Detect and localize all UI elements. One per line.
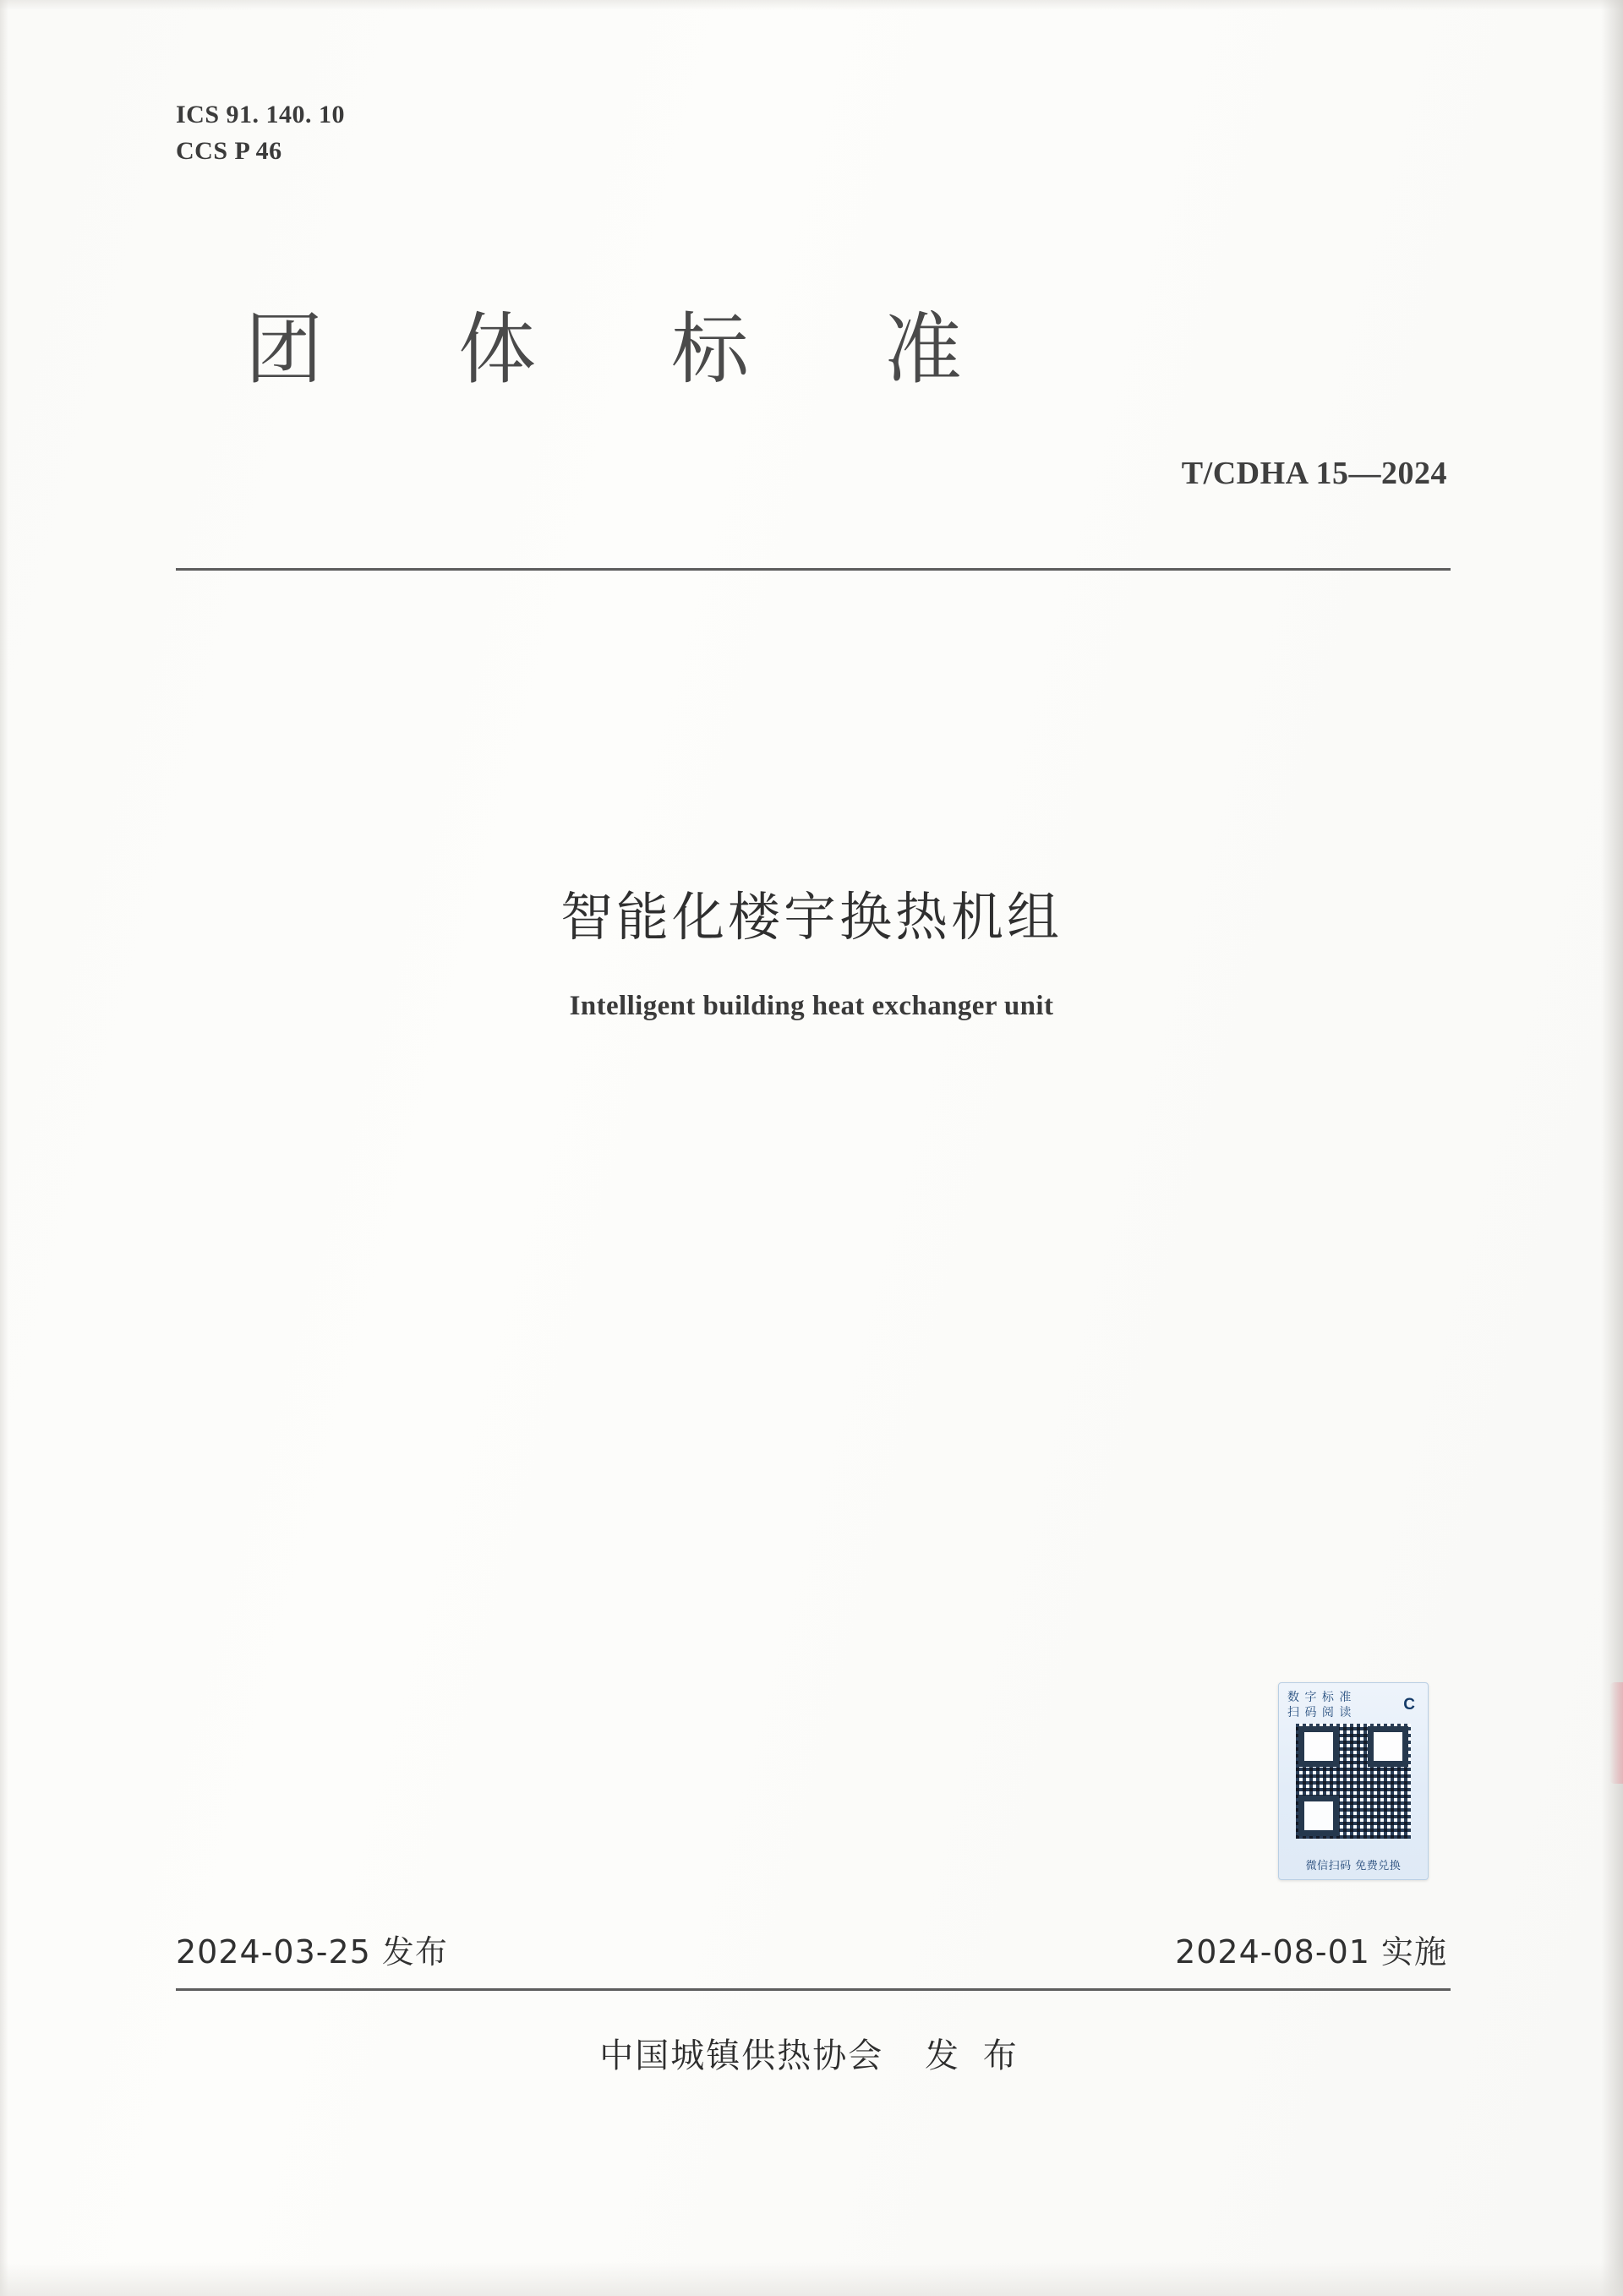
effective-date: 2024-08-01 实施 bbox=[1175, 1933, 1447, 1971]
publisher-name: 中国城镇供热协会 bbox=[599, 2036, 884, 2075]
ccs-code: CCS P 46 bbox=[176, 136, 282, 165]
publisher-suffix: 发 布 bbox=[925, 2036, 1024, 2075]
heading-char-3: 标 bbox=[671, 304, 750, 395]
sticker-footer-text: 微信扫码 免费兑换 bbox=[1305, 1860, 1402, 1872]
classification-codes bbox=[176, 97, 345, 169]
publisher-line bbox=[0, 2029, 1623, 2077]
standard-type-heading bbox=[245, 287, 1513, 399]
ics-code: ICS 91. 140. 10 bbox=[176, 101, 346, 128]
digital-standard-qr-sticker[interactable] bbox=[1278, 1682, 1429, 1880]
footer-divider bbox=[176, 1988, 1451, 1991]
scan-edge-bottom bbox=[0, 2262, 1623, 2296]
sticker-heading-line-1: 数 字 标 准 bbox=[1287, 1691, 1352, 1704]
qr-finder-bottom-left bbox=[1298, 1796, 1339, 1836]
sticker-grade-letter: C bbox=[1403, 1696, 1416, 1714]
header-divider bbox=[176, 568, 1451, 571]
title-chinese: 智能化楼宇换热机组 bbox=[560, 886, 1063, 948]
scan-edge-right bbox=[1601, 0, 1623, 2296]
sticker-heading-line-2: 扫 码 阅 读 bbox=[1287, 1705, 1352, 1719]
scan-edge-top bbox=[0, 0, 1623, 10]
page-edge-pink-mark bbox=[1609, 1682, 1623, 1784]
heading-char-2: 体 bbox=[458, 304, 537, 395]
heading-char-1: 团 bbox=[245, 304, 324, 395]
sticker-heading bbox=[1287, 1691, 1419, 1720]
qr-code-icon[interactable] bbox=[1296, 1724, 1411, 1839]
scan-edge-left bbox=[0, 0, 8, 2296]
heading-char-4: 准 bbox=[884, 304, 963, 395]
title-english: Intelligent building heat exchanger unit bbox=[569, 991, 1054, 1021]
issue-date: 2024-03-25 发布 bbox=[176, 1933, 448, 1971]
standard-number: T/CDHA 15—2024 bbox=[1181, 456, 1447, 491]
